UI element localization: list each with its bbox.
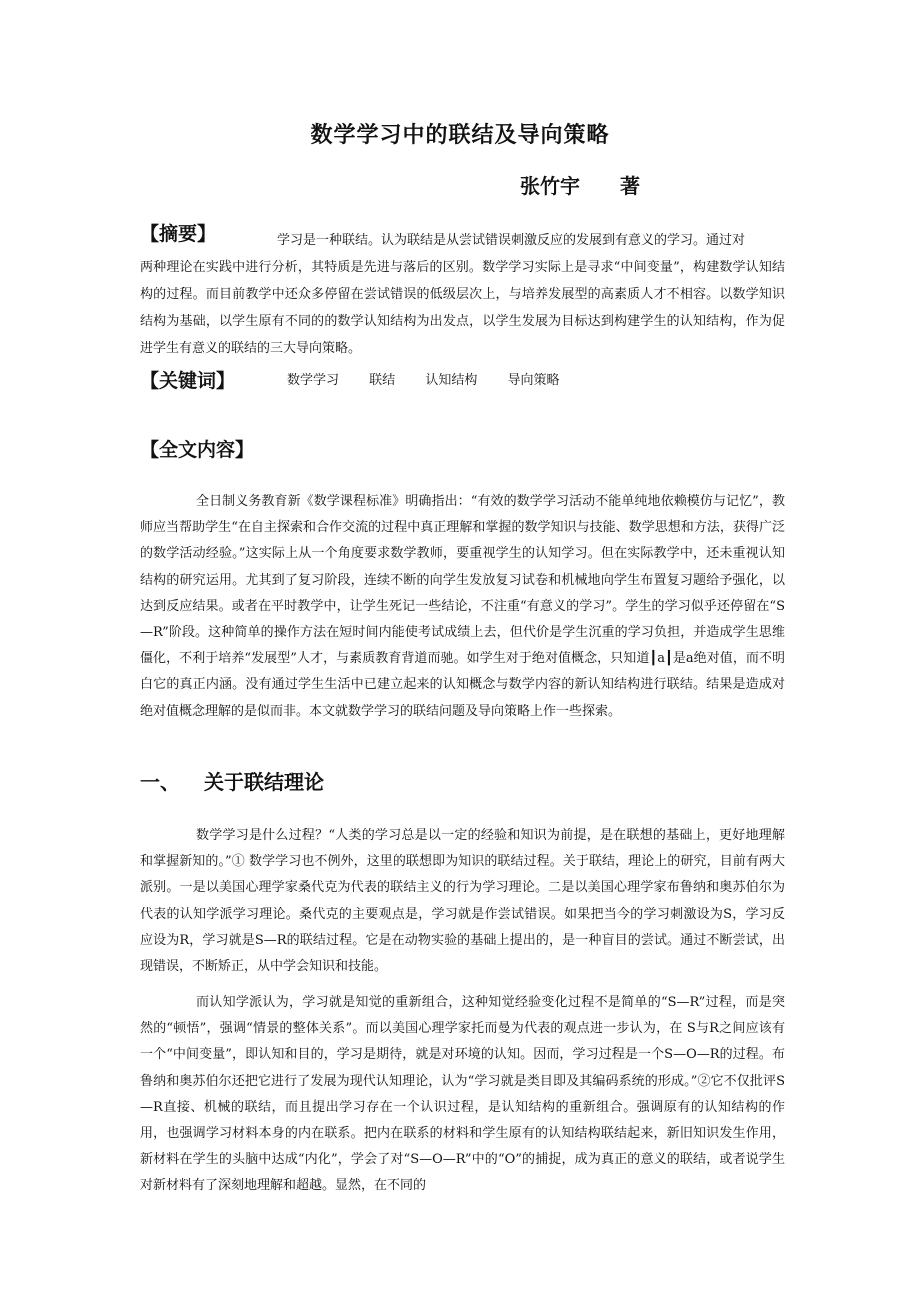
section-title: 关于联结理论 [204, 770, 324, 794]
section-paragraph-2: 而认知学派认为，学习就是知觉的重新组合，这种知觉经验变化过程不是简单的“S—R”过程，而是突然的“顿悟”，强调“情景的整体关系”。而以美国心理学家托而曼为代表的观点进一步认为，在 S与R之间应该有一个“中间变量”，即认知和目的，学习是期待，就是对环境的认知。因而，学习过程是一个S—O—R的过程。布鲁纳和奥苏伯尔还把它进行了发展为现代认知理论，认为“学习就是类目即及其编码系统的形成。”②它不仅批评S—R直接、机械的联结，而且提出学习存在一个认识过程，是认知结构的重新组合。强调原有的认知结构的作用，也强调学习材料本身的内在联系。把内在联系的材料和学生原有的认知结构联结起来，新旧知识发生作用，新材料在学生的头脑中达成“内化”，学会了对“S—O—R”中的“O”的捕捉，成为真正的意义的联结，或者说学生对新材料有了深刻地理解和超越。显然，在不同的 [140, 995, 785, 1194]
section-heading [140, 766, 324, 795]
author-role: 著 [620, 174, 640, 198]
author-line [520, 170, 640, 199]
keywords-list [287, 371, 585, 391]
section-paragraph-1: 数学学习是什么过程？“人类的学习总是以一定的经验和知识为前提，是在联想的基础上，更好地理解和掌握新知的。”① 数学学习也不例外，这里的联想即为知识的联结过程。关于联结，理论上的研究，目前有两大派别。一是以美国心理学家桑代克为代表的联结主义的行为学习理论。二是以美国心理学家布鲁纳和奥苏伯尔为代表的认知学派学习理论。桑代克的主要观点是，学习就是作尝试错误。如果把当今的学习刺激设为S，学习反应设为R，学习就是S—R的联结过程。它是在动物实验的基础上提出的，是一种盲目的尝试。通过不断尝试，出现错误，不断矫正，从中学会知识和技能。 [140, 828, 785, 975]
author-name: 张竹宇 [520, 174, 580, 198]
intro-paragraph: 全日制义务教育新《数学课程标准》明确指出：“有效的数学学习活动不能单纯地依赖模仿与记忆”，教师应当帮助学生“在自主探索和合作交流的过程中真正理解和掌握的数学知识与技能、数学思想和方法，获得广泛的数学活动经验。”这实际上从一个角度要求数学教师，要重视学生的认知学习。但在实际教学中，还未重视认知结构的研究运用。尤其到了复习阶段，连续不断的向学生发放复习试卷和机械地向学生布置复习题给予强化，以达到反应结果。或者在平时教学中，让学生死记一些结论，不注重“有意义的学习”。学生的学习似乎还停留在“S—R”阶段。这种简单的操作方法在短时间内能使考试成绩上去，但代价是学生沉重的学习负担，并造成学生思维僵化，不利于培养“发展型”人才，与素质教育背道而驰。如学生对于绝对值概念，只知道┃a┃是a绝对值，而不明白它的真正内涵。没有通过学生生活中已建立起来的认知概念与数学内容的新认知结构进行联结。结果是造成对绝对值概念理解的是似而非。本文就数学学习的联结问题及导向策略上作一些探索。 [140, 494, 785, 719]
abstract-body: 两种理论在实践中进行分析，其特质是先进与落后的区别。数学学习实际上是寻求“中间变量”，构建数学认知结构的过程。而目前教学中还众多停留在尝试错误的低级层次上，与培养发展型的高素质人才不相容。以数学知识结构为基础，以学生原有不同的的数学认知结构为出发点，以学生发展为目标达到构建学生的认知结构，作为促进学生有意义的联结的三大导向策略。 [140, 260, 785, 356]
keywords-heading: 【关键词】 [140, 370, 236, 392]
keyword-item: 数学学习 [287, 373, 340, 388]
keyword-item: 联结 [369, 373, 396, 388]
abstract-heading: 【摘要】 [140, 223, 217, 245]
keyword-item: 认知结构 [425, 373, 478, 388]
section-number: 一、 [140, 770, 180, 794]
keyword-item: 导向策略 [507, 373, 560, 388]
abstract-first-line: 学习是一种联结。认为联结是从尝试错误刺激反应的发展到有意义的学习。通过对 [277, 233, 746, 248]
fulltext-heading: 【全文内容】 [140, 439, 255, 461]
document-title: 数学学习中的联结及导向策略 [310, 123, 610, 148]
